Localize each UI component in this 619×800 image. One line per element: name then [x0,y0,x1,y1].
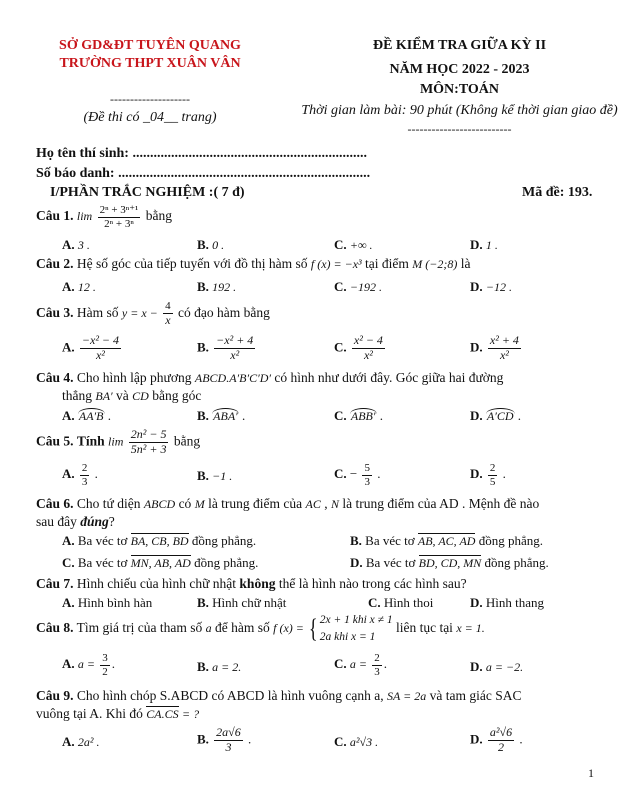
q3-answer-d[interactable]: D. $\frac{\text{x² + 4}}{\text{x²}}$ [470,333,519,362]
q5-answer-d[interactable]: D. $\frac{2}{5}$ . [470,462,506,488]
time-note: Thời gian làm bài: 90 phút (Không kể thời gian giao đề) [301,103,618,118]
q2-answer-b[interactable]: B. 192 . [197,279,237,294]
page-number: 1 [588,766,594,780]
q6-answer-b[interactable]: B. Ba véc tơ AB, AC, AD đồng phẳng. [350,533,543,548]
q8-answer-a[interactable]: A. a = $\frac{3}{2}$ . [62,652,115,678]
section-title: I/PHẦN TRẮC NGHIỆM :( 7 đ) [50,185,245,200]
question-4: Câu 4. Cho hình lập phương ABCD.A′B′C′D′ có hình như dưới đây. Góc giữa hai đường [36,370,504,385]
question-4-line-2: thẳng BA′ và CD bằng góc [62,388,202,403]
q6-answer-a[interactable]: A. Ba véc tơ BA, CB, BD đồng phẳng. [62,533,257,548]
question-5: Câu 5. Tính lim $\frac{\text{2n² − 5}}{\text{5n² + 3}}$ bằng [36,427,201,456]
q3-answer-a[interactable]: A. $\frac{\text{−x² − 4}}{\text{x²}}$ [62,333,120,362]
school-year: NĂM HỌC 2022 - 2023 [389,62,530,77]
q1-answer-a[interactable]: A. 3 . [62,237,90,252]
q8-answer-b[interactable]: B. a = 2. [197,659,242,674]
question-3: Câu 3. Hàm số y = x − $\frac{4}{x}$ có đạo hàm bằng [36,300,270,327]
q6-answer-d[interactable]: D. Ba véc tơ BD, CD, MN đồng phẳng. [350,555,549,570]
q3-answer-b[interactable]: B. $\frac{\text{−x² + 4}}{\text{x²}}$ [197,333,254,362]
q1-answer-b[interactable]: B. 0 . [197,237,225,252]
q1-answer-c[interactable]: C. +∞ . [334,237,373,252]
q5-answer-a[interactable]: A. $\frac{2}{3}$ . [62,462,98,488]
q4-answer-a[interactable]: A. AA′B . [62,408,112,423]
divider-right: -------------------------- [407,122,512,136]
question-8: Câu 8. Tìm giá trị của tham số a để hàm số f (x) = { 2x + 1 khi x ≠ 1 2a khi x = 1 liên tục tại x = 1. [36,613,485,643]
exam-code: Mã đề: 193. [522,185,593,200]
q1-answer-d[interactable]: D. 1 . [470,237,498,252]
q9-answer-c[interactable]: C. a²√3 . [334,734,379,749]
pages-note: (Đề thi có _04__ trang) [83,110,217,125]
left-brace-icon: { [309,613,318,643]
q9-answer-b[interactable]: B. $\frac{2a√6}{3}$ . [197,725,252,754]
q2-answer-c[interactable]: C. −192 . [334,279,382,294]
q6-answer-c[interactable]: C. Ba véc tơ MN, AB, AD đồng phẳng. [62,555,259,570]
q4-answer-d[interactable]: D. A′CD . [470,408,522,423]
q3-answer-c[interactable]: C. $\frac{\text{x² − 4}}{\text{x²}}$ [334,333,383,362]
student-id-field: Số báo danh: ........................................................................ [36,166,371,181]
q5-answer-b[interactable]: B. −1 . [197,468,233,483]
question-1: Câu 1. lim $\frac{\text{2ⁿ + 3ⁿ⁺¹}}{\text{2ⁿ + 3ⁿ}}$ bằng [36,204,172,230]
subject: MÔN:TOÁN [419,82,500,97]
q5-answer-c[interactable]: C. − $\frac{5}{3}$ . [334,462,381,488]
q9-answer-a[interactable]: A. 2a² . [62,734,100,749]
q2-answer-d[interactable]: D. −12 . [470,279,512,294]
question-9-line-2: vuông tại A. Khi đó CA.CS = ? [36,706,200,721]
q4-answer-c[interactable]: C. ABB′ . [334,408,384,423]
q7-answer-a[interactable]: A. Hình bình hàn [62,595,153,610]
q7-answer-b[interactable]: B. Hình chữ nhật [197,595,287,610]
q8-answer-d[interactable]: D. a = −2. [470,659,524,674]
q9-answer-d[interactable]: D. $\frac{\text{a²√6}}{2}$ . [470,725,523,754]
q7-answer-c[interactable]: C. Hình thoi [368,595,434,610]
student-name-field: Họ tên thí sinh: ................................................................... [36,146,367,161]
question-6-line-2: sau đây đúng? [36,514,115,529]
question-9: Câu 9. Cho hình chóp S.ABCD có ABCD là hình vuông cạnh a, SA = 2a và tam giác SAC [36,688,522,703]
q8-answer-c[interactable]: C. a = $\frac{2}{3}$ . [334,652,387,678]
school-name: TRƯỜNG THPT XUÂN VÂN [59,56,241,71]
question-7: Câu 7. Hình chiếu của hình chữ nhật không thể là hình nào trong các hình sau? [36,576,467,591]
q2-answer-a[interactable]: A. 12 . [62,279,96,294]
divider-left: -------------------- [110,92,190,106]
exam-title: ĐỀ KIỂM TRA GIỮA KỲ II [372,38,547,53]
department-name: SỞ GD&ĐT TUYÊN QUANG [59,38,241,53]
q7-answer-d[interactable]: D. Hình thang [470,595,545,610]
question-2: Câu 2. Hệ số góc của tiếp tuyến với đồ thị hàm số f (x) = −x³ tại điểm M (−2;8) là [36,256,471,271]
question-6: Câu 6. Cho tứ diện ABCD có M là trung điểm của AC , N là trung điểm của AD . Mệnh đề nào [36,496,540,511]
q4-answer-b[interactable]: B. ABA′ . [197,408,246,423]
